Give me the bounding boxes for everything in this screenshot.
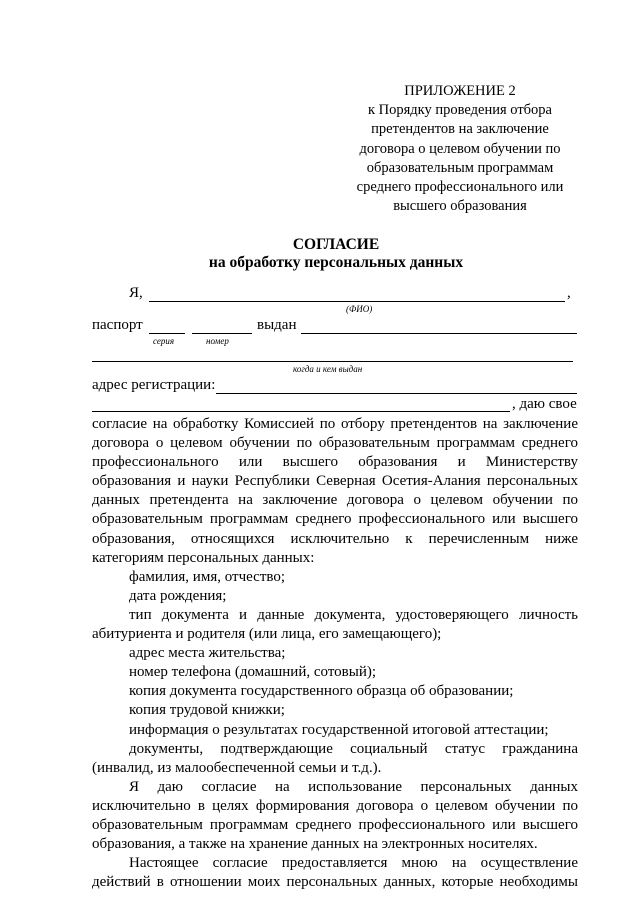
intro-paragraph: согласие на обработку Комиссией по отбору претендентов на заключение договора о целевом обучении по образовательным программам среднего профессионального или высшего образования и Министерству образования и науки Республики Северная Осетия-Алания персональных данных претендента на заключение договора о целевом обучении по образовательным программам среднего профессионального или высшего образования, относящихся исключительно к перечисленным ниже: [92, 416, 578, 547]
consent-body: [92, 415, 578, 892]
list-item: копия трудовой книжки;: [129, 702, 285, 719]
appendix-line: к Порядку проведения отбора: [367, 102, 552, 119]
title-sub: на обработку персональных данных: [208, 254, 464, 271]
title-main: СОГЛАСИЕ: [292, 236, 380, 253]
list-item: информация о результатах государственной итоговой аттестации;: [129, 721, 549, 738]
series-caption: серия: [153, 336, 175, 346]
ya-label: Я,: [129, 285, 143, 301]
issued-when-field[interactable]: [92, 361, 573, 362]
fio-field[interactable]: [149, 301, 565, 302]
fio-caption: (ФИО): [346, 304, 373, 314]
appendix-line: образовательным программам: [366, 159, 554, 176]
consent-paragraph: Я даю согласие на использование персональных данных исключительно в целях формирования договора о целевом обучении по образовательным программам среднего профессионального или высшего образования, а также на хранение данных на электронных носителях.: [92, 778, 578, 853]
list-item: номер телефона (домашний, сотовый);: [129, 664, 377, 681]
document-title: [0, 236, 640, 272]
give-label: , даю свое: [512, 396, 577, 412]
list-item: документы, подтверждающие социальный статус гражданина (инвалид, из малообеспеченной семьи и т.д.).: [92, 740, 578, 776]
final-paragraph: Настоящее согласие предоставляется мною на осуществление действий в отношении моих персональных данных, которые необходимы: [92, 855, 578, 891]
when-caption: когда и кем выдан: [293, 364, 363, 374]
list-item: тип документа и данные документа, удостоверяющего личность абитуриента и родителя (или лица, его замещающего);: [92, 606, 578, 643]
passport-number-field[interactable]: [192, 333, 252, 334]
list-item: копия документа государственного образца об образовании;: [129, 683, 514, 700]
intro-tail: категориям персональных данных:: [92, 549, 315, 566]
address-field-2[interactable]: [92, 411, 510, 412]
passport-series-field[interactable]: [149, 333, 185, 334]
appendix-line: среднего профессионального или: [356, 179, 564, 196]
address-field[interactable]: [216, 393, 577, 394]
list-item: дата рождения;: [129, 587, 227, 604]
appendix-line: договора о целевом обучении по: [359, 140, 561, 157]
passport-label: паспорт: [92, 317, 143, 333]
list-item: адрес места жительства;: [129, 645, 286, 662]
appendix-title: ПРИЛОЖЕНИЕ 2: [404, 83, 516, 99]
list-item: фамилия, имя, отчество;: [129, 568, 286, 585]
appendix-line: высшего образования: [393, 198, 527, 215]
address-label: адрес регистрации:: [92, 377, 216, 393]
appendix-line: претендентов на заключение: [371, 121, 549, 138]
appendix-header: [340, 82, 580, 216]
issued-label: выдан: [257, 317, 297, 333]
issued-field[interactable]: [301, 333, 577, 334]
fio-comma: ,: [567, 285, 571, 301]
number-caption: номер: [206, 336, 229, 346]
